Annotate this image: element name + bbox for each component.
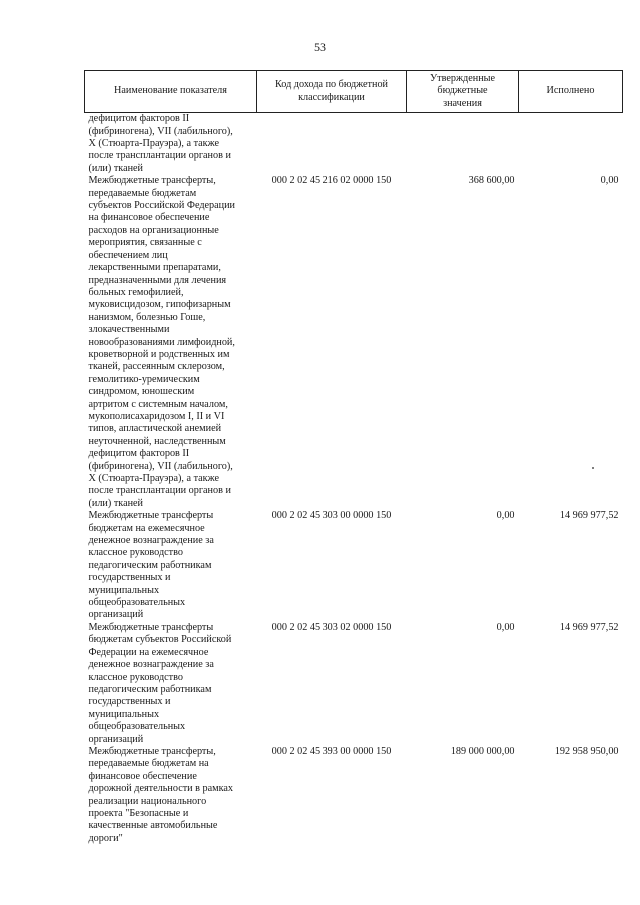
indicator-name-cell <box>85 113 257 176</box>
indicator-name-line: субъектов Российской Федерации <box>88 200 236 212</box>
revenue-code-cell: 000 2 02 45 303 00 0000 150 <box>271 510 392 522</box>
indicator-name-line: расходов на организационные <box>88 224 219 236</box>
header-indicator-name: Наименование показателя <box>85 71 257 113</box>
executed-value-cell: 14 969 977,52 <box>559 621 619 633</box>
executed-value-cell: 0,00 <box>600 175 619 187</box>
indicator-name-cell <box>85 622 257 746</box>
indicator-name-line: новообразованиями лимфоидной, <box>88 336 235 348</box>
indicator-name-line: артритом с системным началом, <box>88 398 228 410</box>
indicator-name-line: педагогическим работникам <box>88 683 212 695</box>
indicator-name-line: общеобразовательных <box>88 721 186 733</box>
indicator-name-line: дорожной деятельности в рамках <box>88 783 233 795</box>
indicator-name-line: неуточненной, наследственным <box>88 435 226 447</box>
indicator-name-line: (фибриногена), VII (лабильного), <box>88 125 233 137</box>
indicator-name-line: дороги" <box>88 832 123 844</box>
indicator-name-line: муниципальных <box>88 708 160 720</box>
indicator-name-line: дефицитом факторов II <box>88 448 190 460</box>
indicator-name-line: общеобразовательных <box>88 597 186 609</box>
indicator-name-line: лекарственными препаратами, <box>88 262 221 274</box>
indicator-name-line: обеспечением лиц <box>88 249 168 261</box>
indicator-name-line: Межбюджетные трансферты, <box>88 175 216 187</box>
table-row <box>85 113 623 176</box>
table-row <box>85 746 623 845</box>
table-row <box>85 622 623 746</box>
indicator-name-line: реализации национального <box>88 795 207 807</box>
revenue-code-cell <box>257 113 407 176</box>
indicator-name-line: муниципальных <box>88 584 160 596</box>
table-row <box>85 175 623 510</box>
executed-value-cell: 192 958 950,00 <box>554 745 619 757</box>
table-row <box>85 510 623 622</box>
indicator-name-line: государственных и <box>88 696 171 708</box>
indicator-name-line: проекта "Безопасные и <box>88 807 189 819</box>
indicator-name-line: педагогическим работникам <box>88 559 212 571</box>
indicator-name-line: X (Стюарта-Прауэра), а также <box>88 473 220 484</box>
indicator-name-line: Межбюджетные трансферты <box>88 621 214 633</box>
indicator-name-line: классное руководство <box>88 671 183 683</box>
table-header-row <box>85 71 623 113</box>
indicator-name-line: бюджетам субъектов Российской <box>88 634 232 646</box>
indicator-name-line: больных гемофилией, <box>88 286 184 298</box>
revenue-code-cell: 000 2 02 45 393 00 0000 150 <box>271 745 392 757</box>
approved-value-cell: 189 000 000,00 <box>450 745 515 757</box>
indicator-name-line: финансовое обеспечение <box>88 770 197 782</box>
header-executed: Исполнено <box>519 71 623 113</box>
approved-value-cell: 368 600,00 <box>468 175 515 187</box>
indicator-name-line: после трансплантации органов и <box>88 485 231 497</box>
approved-value-cell <box>407 113 519 176</box>
indicator-name-line: (или) тканей <box>88 497 144 509</box>
indicator-name-line: денежное вознаграждение за <box>88 659 214 671</box>
executed-value-cell <box>519 113 623 176</box>
indicator-name-line: дефицитом факторов II <box>88 113 190 125</box>
indicator-name-line: нанизмом, болезнью Гоше, <box>88 311 206 323</box>
budget-revenue-table <box>84 70 623 845</box>
revenue-code-cell: 000 2 02 45 216 02 0000 150 <box>271 175 392 187</box>
indicator-name-cell <box>85 746 257 845</box>
header-approved-values: Утвержденные бюджетные значения <box>407 71 519 113</box>
indicator-name-line: X (Стюарта-Прауэра), а также <box>88 138 220 150</box>
indicator-name-line: передаваемые бюджетам <box>88 187 197 199</box>
indicator-name-line: синдромом, юношеским <box>88 386 195 398</box>
indicator-name-line: предназначенными для лечения <box>88 274 227 286</box>
indicator-name-line: муковисцидозом, гипофизарным <box>88 299 231 311</box>
indicator-name-cell <box>85 510 257 622</box>
approved-value-cell: 0,00 <box>496 621 515 633</box>
indicator-name-line: организаций <box>88 609 144 621</box>
scan-dot-mark <box>592 467 594 469</box>
indicator-name-line: организаций <box>88 733 144 745</box>
indicator-name-line: (фибриногена), VII (лабильного), <box>88 460 233 472</box>
indicator-name-line: качественные автомобильные <box>88 820 218 832</box>
indicator-name-line: гемолитико-уремическим <box>88 373 200 385</box>
indicator-name-line: Межбюджетные трансферты <box>88 510 214 522</box>
indicator-name-line: мукополисахаридозом I, II и VI <box>88 410 225 422</box>
indicator-name-line: Межбюджетные трансферты, <box>88 745 216 757</box>
revenue-code-cell: 000 2 02 45 303 02 0000 150 <box>271 621 392 633</box>
indicator-name-line: тканей, рассеянным склерозом, <box>88 361 225 373</box>
approved-value-cell: 0,00 <box>496 510 515 522</box>
indicator-name-line: бюджетам на ежемесячное <box>88 522 205 534</box>
indicator-name-line: классное руководство <box>88 547 183 559</box>
executed-value-cell: 14 969 977,52 <box>559 510 619 522</box>
indicator-name-line: кроветворной и родственных им <box>88 348 230 360</box>
page-number: 53 <box>314 40 326 54</box>
header-revenue-code: Код дохода по бюджетной классификации <box>257 71 407 113</box>
indicator-name-line: Федерации на ежемесячное <box>88 646 209 658</box>
indicator-name-line: мероприятия, связанные с <box>88 237 202 249</box>
indicator-name-cell <box>85 175 257 510</box>
indicator-name-line: злокачественными <box>88 324 170 336</box>
indicator-name-line: типов, апластической анемией <box>88 423 222 435</box>
indicator-name-line: государственных и <box>88 572 171 584</box>
indicator-name-line: после трансплантации органов и <box>88 150 231 162</box>
indicator-name-line: на финансовое обеспечение <box>88 212 210 224</box>
indicator-name-line: денежное вознаграждение за <box>88 535 214 547</box>
table-body <box>85 113 623 845</box>
indicator-name-line: (или) тканей <box>88 162 144 174</box>
indicator-name-line: передаваемые бюджетам на <box>88 758 209 770</box>
